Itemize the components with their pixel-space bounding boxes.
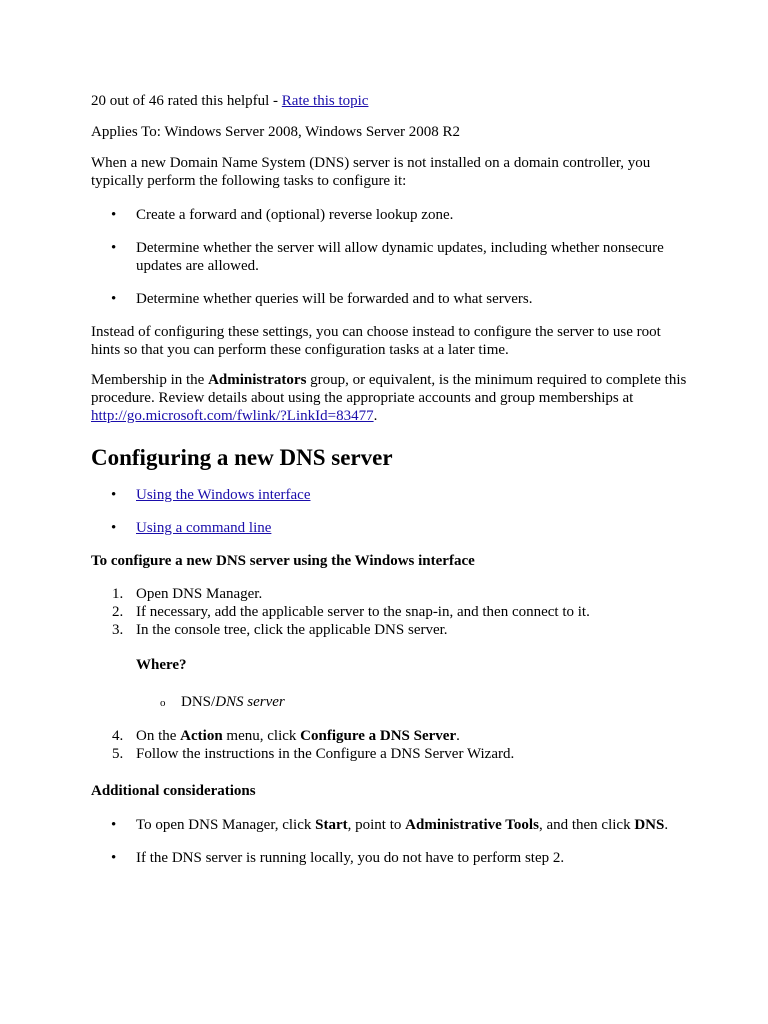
circle-bullet-icon: o bbox=[160, 697, 166, 709]
windows-interface-link[interactable]: Using the Windows interface bbox=[136, 487, 311, 503]
administrators-group: Administrators bbox=[208, 372, 307, 388]
additional-considerations-title: Additional considerations bbox=[91, 783, 256, 799]
document-page bbox=[91, 92, 691, 882]
step-text: Follow the instructions in the Configure a DNS Server Wizard. bbox=[136, 746, 515, 762]
procedure-steps bbox=[91, 585, 691, 639]
consideration-text: If the DNS server is running locally, you do not have to perform step 2. bbox=[136, 850, 565, 866]
list-item bbox=[91, 486, 691, 504]
method-links bbox=[91, 486, 691, 537]
applies-to: Applies To: Windows Server 2008, Windows Server 2008 R2 bbox=[91, 124, 460, 140]
list-item bbox=[91, 206, 691, 224]
dns-name: DNS bbox=[634, 817, 665, 833]
start-menu-name: Start bbox=[315, 817, 348, 833]
step-1 bbox=[91, 585, 691, 603]
list-item bbox=[91, 519, 691, 537]
fwlink-link[interactable]: http://go.microsoft.com/fwlink/?LinkId=83477 bbox=[91, 408, 374, 424]
step-text: Open DNS Manager. bbox=[136, 586, 263, 602]
task-text: Determine whether the server will allow dynamic updates, including whether nonsecure updates are allowed. bbox=[136, 240, 664, 274]
consideration-text: . bbox=[664, 817, 669, 833]
rate-topic-link[interactable]: Rate this topic bbox=[281, 93, 369, 109]
step-text: menu, click bbox=[222, 728, 301, 744]
bullet-icon: • bbox=[111, 520, 117, 536]
bullet-icon: • bbox=[111, 850, 117, 866]
instead-paragraph: Instead of configuring these settings, you can choose instead to configure the server to use root hints so that you can perform these configuration tasks at a later time. bbox=[91, 324, 661, 358]
bullet-icon: • bbox=[111, 817, 117, 833]
consideration-text: , point to bbox=[347, 817, 406, 833]
step-number: 2. bbox=[112, 604, 124, 620]
task-text: Determine whether queries will be forwarded and to what servers. bbox=[136, 291, 533, 307]
procedure-title: To configure a new DNS server using the Windows interface bbox=[91, 553, 475, 569]
rating-text: 20 out of 46 rated this helpful - bbox=[91, 93, 282, 109]
list-item bbox=[91, 290, 691, 308]
step-number: 1. bbox=[112, 586, 124, 602]
step-number: 3. bbox=[112, 622, 124, 638]
step-4 bbox=[91, 727, 691, 745]
step-text: If necessary, add the applicable server to the snap-in, and then connect to it. bbox=[136, 604, 590, 620]
membership-paragraph bbox=[91, 371, 691, 425]
bullet-icon: • bbox=[111, 240, 117, 256]
bullet-icon: • bbox=[111, 487, 117, 503]
where-item bbox=[91, 693, 691, 711]
rating-line bbox=[91, 92, 691, 110]
list-item bbox=[91, 849, 691, 867]
command-line-link[interactable]: Using a command line bbox=[136, 520, 272, 536]
admin-tools-name: Administrative Tools bbox=[405, 817, 539, 833]
task-list bbox=[91, 206, 691, 308]
bullet-icon: • bbox=[111, 207, 117, 223]
where-item-text: DNS/ bbox=[181, 694, 216, 710]
step-number: 5. bbox=[112, 746, 124, 762]
membership-text: Membership in the bbox=[91, 372, 209, 388]
list-item bbox=[91, 239, 691, 275]
consideration-text: , and then click bbox=[538, 817, 635, 833]
bullet-icon: • bbox=[111, 291, 117, 307]
action-menu-name: Action bbox=[180, 728, 223, 744]
consideration-text: To open DNS Manager, click bbox=[136, 817, 316, 833]
where-item-italic: DNS server bbox=[215, 694, 285, 710]
step-text: On the bbox=[136, 728, 181, 744]
where-label: Where? bbox=[136, 657, 187, 673]
procedure-steps-continued bbox=[91, 727, 691, 763]
step-3 bbox=[91, 621, 691, 639]
task-text: Create a forward and (optional) reverse lookup zone. bbox=[136, 207, 454, 223]
intro-paragraph: When a new Domain Name System (DNS) server is not installed on a domain controller, you typically perform the following tasks to configure it: bbox=[91, 155, 651, 189]
configure-command-name: Configure a DNS Server bbox=[300, 728, 457, 744]
section-heading: Configuring a new DNS server bbox=[91, 445, 393, 470]
list-item bbox=[91, 816, 691, 834]
membership-text: . bbox=[373, 408, 378, 424]
step-5 bbox=[91, 745, 691, 763]
step-number: 4. bbox=[112, 728, 124, 744]
step-2 bbox=[91, 603, 691, 621]
step-text: In the console tree, click the applicable DNS server. bbox=[136, 622, 448, 638]
considerations-list bbox=[91, 816, 691, 867]
membership-text: group, or equivalent, is the minimum required to complete this procedure. Review details about using the appropriate accounts and group memberships at bbox=[91, 372, 687, 406]
step-text: . bbox=[456, 728, 460, 744]
